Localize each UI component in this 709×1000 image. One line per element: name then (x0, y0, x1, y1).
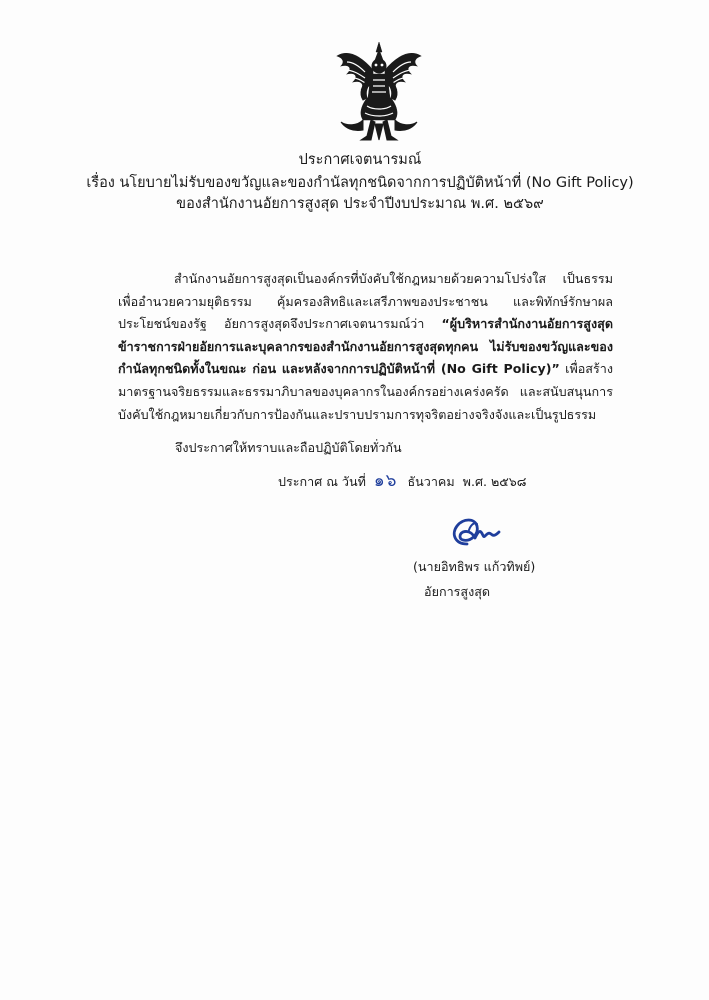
date-prefix: ประกาศ ณ วันที่ (278, 474, 366, 489)
signer-title: อัยการสูงสุด (424, 584, 491, 599)
signer-name: (นายอิทธิพร แก้วทิพย์) (413, 559, 536, 574)
date-year: พ.ศ. ๒๕๖๘ (462, 474, 527, 489)
announcement-title-block (80, 150, 640, 215)
body-part-2: เพื่อสร้างมาตรฐานจริยธรรมและธรรมาภิบาลของบุคลากรในองค์กรอย่างเคร่งครัด และสนับสนุนการบังคับใช้กฎหมายเกี่ยวกับการป้องกันและปราบปรามการทุจริตอย่างจริงจังและเป็นรูปธรรม (118, 361, 613, 422)
closing-announcement: จึงประกาศให้ทราบและถือปฏิบัติโดยทั่วกัน (175, 440, 402, 455)
title-line-3: ของสำนักงานอัยการสูงสุด ประจำปีงบประมาณ พ.ศ. ๒๕๖๙ (176, 196, 544, 212)
body-part-1: สำนักงานอัยการสูงสุดเป็นองค์กรที่บังคับใช้กฎหมายด้วยความโปร่งใส เป็นธรรม เพื่ออำนวยความยุติธรรม คุ้มครองสิทธิและเสรีภาพของประชาชน และพิทักษ์รักษาผลประโยชน์ของรัฐ อัยการสูงสุดจึงประกาศเจตนารมณ์ว่า (118, 271, 613, 332)
date-line (278, 467, 535, 494)
body-paragraph (118, 268, 613, 426)
date-month: ธันวาคม (407, 474, 455, 489)
date-day: ๑๖ (373, 471, 398, 491)
title-line-2: เรื่อง นโยบายไม่รับของขวัญและของกำนัลทุกชนิดจากการปฏิบัติหน้าที่ (No Gift Policy) (86, 175, 634, 191)
body-quote: “ผู้บริหารสำนักงานอัยการสูงสุด ข้าราชการฝ่ายอัยการและบุคลากรของสำนักงานอัยการสูงสุดทุกคน ไม่รับของขวัญและของกำนัลทุกชนิดทั้งในขณะ ก่อน และหลังจากการปฏิบัติหน้าที่ (No Gift Policy)” (118, 316, 613, 377)
handwritten-signature-icon (445, 510, 509, 554)
garuda-emblem-icon (333, 40, 425, 144)
title-line-1: ประกาศเจตนารมณ์ (298, 152, 422, 168)
